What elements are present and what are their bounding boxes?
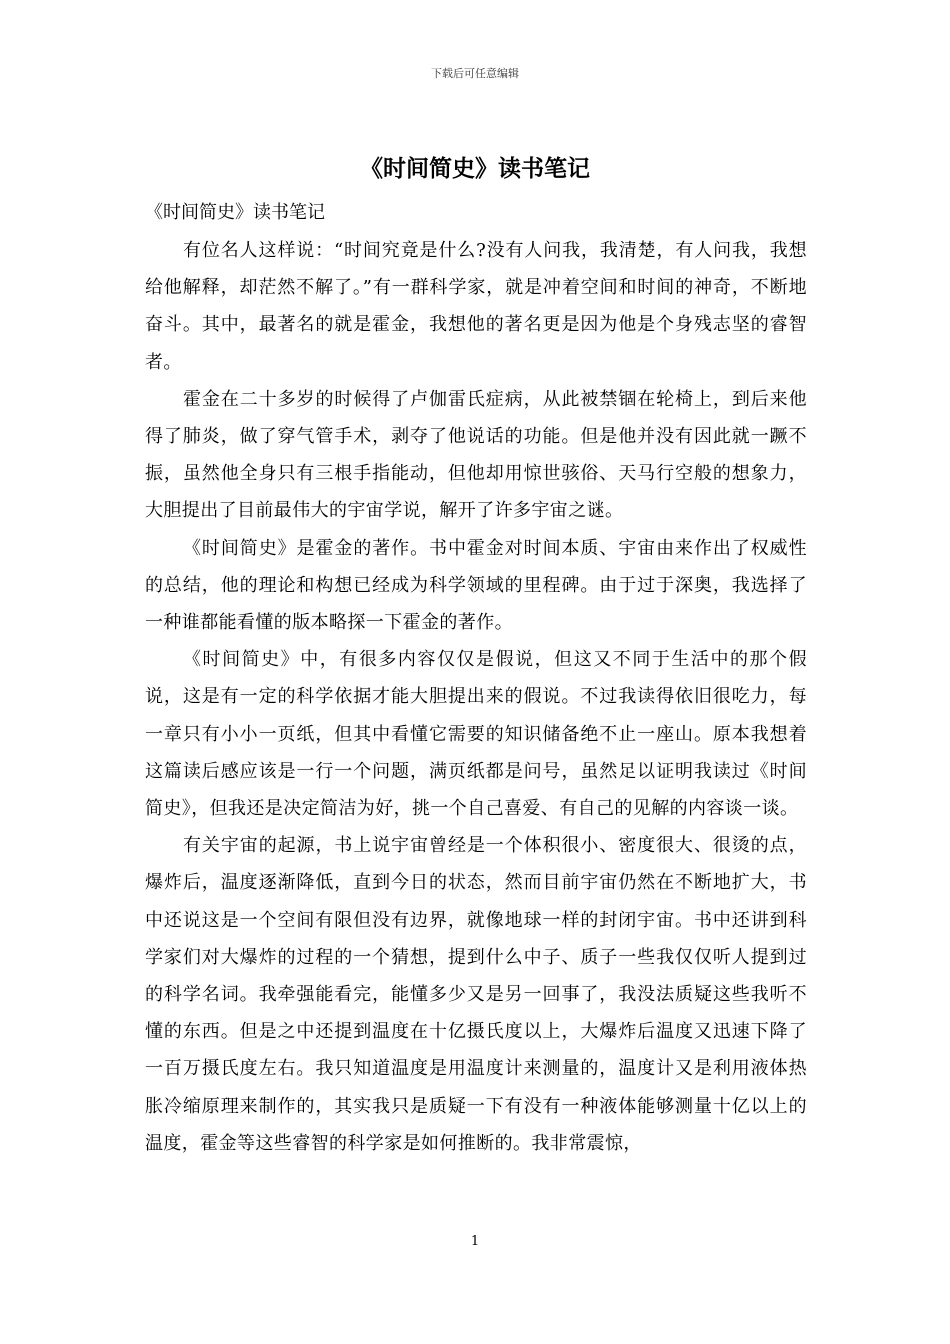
document-title: 《时间简史》读书笔记 — [360, 155, 590, 182]
body-text — [145, 232, 807, 1162]
paragraph-1: 有位名人这样说：“时间究竟是什么?没有人问我，我清楚，有人问我，我想给他解释，却茫然不解了。”有一群科学家，就是冲着空间和时间的神奇，不断地奋斗。其中，最著名的就是霍金，我想他的著名更是因为他是个身残志坚的睿智者。 — [145, 240, 807, 373]
paragraph-3: 《时间简史》是霍金的著作。书中霍金对时间本质、宇宙由来作出了权威性的总结，他的理论和构想已经成为科学领域的里程碑。由于过于深奥，我选择了一种谁都能看懂的版本略探一下霍金的著作。 — [145, 537, 807, 634]
paragraph-5: 有关宇宙的起源，书上说宇宙曾经是一个体积很小、密度很大、很烫的点，爆炸后，温度逐渐降低，直到今日的状态，然而目前宇宙仍然在不断地扩大，书中还说这是一个空间有限但没有边界，就像地球一样的封闭宇宙。书中还讲到科学家们对大爆炸的过程的一个猜想，提到什么中子、质子一些我仅仅听人提到过的科学名词。我牵强能看完，能懂多少又是另一回事了，我没法质疑这些我听不懂的东西。但是之中还提到温度在十亿摄氏度以上，大爆炸后温度又迅速下降了一百万摄氏度左右。我只知道温度是用温度计来测量的，温度计又是利用液体热胀冷缩原理来制作的，其实我只是质疑一下有没有一种液体能够测量十亿以上的温度，霍金等这些睿智的科学家是如何推断的。我非常震惊， — [145, 835, 807, 1154]
page-number: 1 — [470, 1234, 480, 1249]
paragraph-2: 霍金在二十多岁的时候得了卢伽雷氏症病，从此被禁锢在轮椅上，到后来他得了肺炎，做了穿气管手术，剥夺了他说话的功能。但是他并没有因此就一蹶不振，虽然他全身只有三根手指能动，但他却用惊世骇俗、天马行空般的想象力，大胆提出了目前最伟大的宇宙学说，解开了许多宇宙之谜。 — [145, 388, 807, 522]
header-note: 下载后可任意编辑 — [431, 67, 519, 80]
paragraph-4: 《时间简史》中，有很多内容仅仅是假说，但这又不同于生活中的那个假说，这是有一定的科学依据才能大胆提出来的假说。不过我读得依旧很吃力，每一章只有小小一页纸，但其中看懂它需要的知识储备绝不止一座山。原本我想着这篇读后感应该是一行一个问题，满页纸都是问号，虽然足以证明我读过《时间简史》，但我还是决定简洁为好，挑一个自己喜爱、有自己的见解的内容谈一谈。 — [145, 649, 807, 820]
document-subtitle: 《时间简史》读书笔记 — [145, 202, 325, 223]
